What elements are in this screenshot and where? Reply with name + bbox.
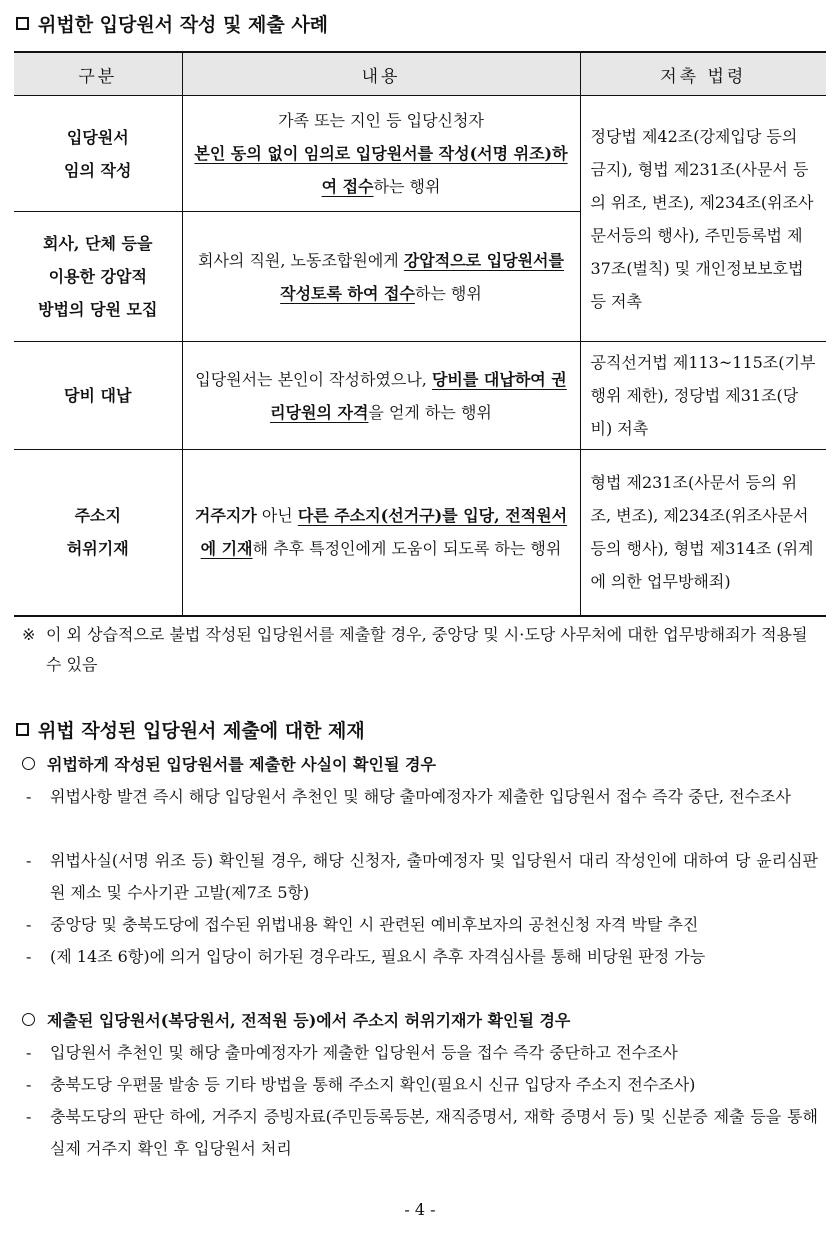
header-content: 내용 [182,52,580,96]
list-item-text: 충북도당의 판단 하에, 거주지 증빙자료(주민등록등본, 재직증명서, 재학 증명서 등) 및 신분증 제출 등을 통해 실제 거주지 확인 후 입당원서 처리 [50,1107,818,1158]
content-text: 해 추후 특정인에게 도움이 되도록 하는 행위 [252,539,562,559]
category-line: 입당원서 [66,127,129,147]
content-emphasis: 강압적으로 입당원서를 작성토록 하여 접수 [280,250,564,303]
dash-bullet: - [26,947,32,966]
law-cell: 공직선거법 제113~115조(기부행위 제한), 정당법 제31조(당비) 저촉 [580,342,826,450]
section-title-violations [16,10,328,37]
category-line: 이용한 강압적 [48,267,147,286]
content-text: 회사의 직원, 노동조합원에게 [198,250,404,270]
list-item [26,1101,818,1165]
content-emphasis: 다른 주소지(선거구)를 입당, 전적원서에 기재 [200,506,568,559]
subheading [22,752,436,775]
category-line: 임의 작성 [64,160,132,180]
content-text: 입당원서는 본인이 작성하였으나, [195,369,432,389]
category-line: 주소지 [74,506,121,526]
category-cell [14,96,182,212]
law-cell: 정당법 제42조(강제입당 등의 금지), 형법 제231조(사문서 등의 위조, 변조), 제234조(위조사문서등의 행사), 주민등록법 제37조(벌칙) 및 개인정보보호법 등 저촉 [580,96,826,342]
list-item [26,845,818,909]
content-text: 아닌 [256,506,298,526]
dash-bullet: - [26,1075,32,1094]
content-cell [182,96,580,212]
table-row [14,450,826,616]
category-line: 허위기재 [66,539,129,559]
dash-bullet: - [26,851,32,870]
table-header-row [14,52,826,96]
category-cell [14,212,182,342]
list-item-text: 입당원서 추천인 및 해당 출마예정자가 제출한 입당원서 등을 접수 즉각 중단하고 전수조사 [50,1043,678,1062]
content-text: 을 얻게 하는 행위 [368,402,492,422]
content-text: 가족 또는 지인 등 입당신청자 [278,111,484,130]
list-item [26,1069,818,1101]
violations-table [14,51,826,617]
list-item-text: 위법사실(서명 위조 등) 확인될 경우, 해당 신청자, 출마예정자 및 입당원서 대리 작성인에 대하여 당 윤리심판원 제소 및 수사기관 고발(제7조 5항) [50,851,818,902]
circle-bullet-icon [22,757,35,770]
dash-bullet: - [26,787,32,806]
note [22,620,822,680]
law-cell: 형법 제231조(사문서 등의 위조, 변조), 제234조(위조사문서 등의 행사), 형법 제314조 (위계에 의한 업무방해죄) [580,450,826,616]
dash-bullet: - [26,1107,32,1126]
category-cell [14,342,182,450]
content-cell [182,450,580,616]
table-row [14,96,826,212]
list-item-text: (제 14조 6항)에 의거 입당이 허가된 경우라도, 필요시 추후 자격심사를 통해 비당원 판정 가능 [50,947,706,966]
subheading-text: 제출된 입당원서(복당원서, 전적원 등)에서 주소지 허위기재가 확인될 경우 [47,1011,571,1030]
checkbox-square-icon [16,17,29,30]
table-row [14,342,826,450]
content-text: 하는 행위 [373,177,441,196]
list-item-text: 중앙당 및 충북도당에 접수된 위법내용 확인 시 관련된 예비후보자의 공천신청 자격 박탈 추진 [50,915,699,934]
page-number: - 4 - [404,1200,436,1219]
dash-bullet: - [26,915,32,934]
subheading-text: 위법하게 작성된 입당원서를 제출한 사실이 확인될 경우 [47,755,436,774]
section-title-text: 위법한 입당원서 작성 및 제출 사례 [38,14,329,36]
content-cell [182,342,580,450]
header-law: 저촉 법령 [580,52,826,96]
content-emphasis: 당비를 대납하여 권리당원의 자격 [270,369,567,422]
category-line: 방법의 당원 모집 [38,300,158,319]
header-category: 구분 [14,52,182,96]
section-title-text: 위법 작성된 입당원서 제출에 대한 제재 [38,720,365,742]
dash-bullet: - [26,1043,32,1062]
list-item [26,941,818,973]
section-title-sanctions [16,716,365,743]
list-item [26,909,818,941]
circle-bullet-icon [22,1013,35,1026]
list-item [26,781,818,813]
list-item-text: 위법사항 발견 즉시 해당 입당원서 추천인 및 해당 출마예정자가 제출한 입당원서 접수 즉각 중단, 전수조사 [50,787,791,806]
content-emphasis: 본인 동의 없이 임의로 입당원서를 작성(서명 위조)하여 접수 [194,144,568,196]
list-item-text: 충북도당 우편물 발송 등 기타 방법을 통해 주소지 확인(필요시 신규 입당자 주소지 전수조사) [50,1075,696,1094]
list-item [26,1037,818,1069]
category-line: 회사, 단체 등을 [43,234,153,253]
subheading [22,1008,570,1031]
content-emphasis: 거주지가 [194,506,257,526]
checkbox-square-icon [16,723,29,736]
category-line: 당비 대납 [64,386,132,405]
content-text: 하는 행위 [414,283,482,303]
reference-mark-icon: ※ [22,625,36,644]
note-text: 이 외 상습적으로 불법 작성된 입당원서를 제출할 경우, 중앙당 및 시·도당 사무처에 대한 업무방해죄가 적용될 수 있음 [46,625,808,674]
category-cell [14,450,182,616]
content-cell [182,212,580,342]
